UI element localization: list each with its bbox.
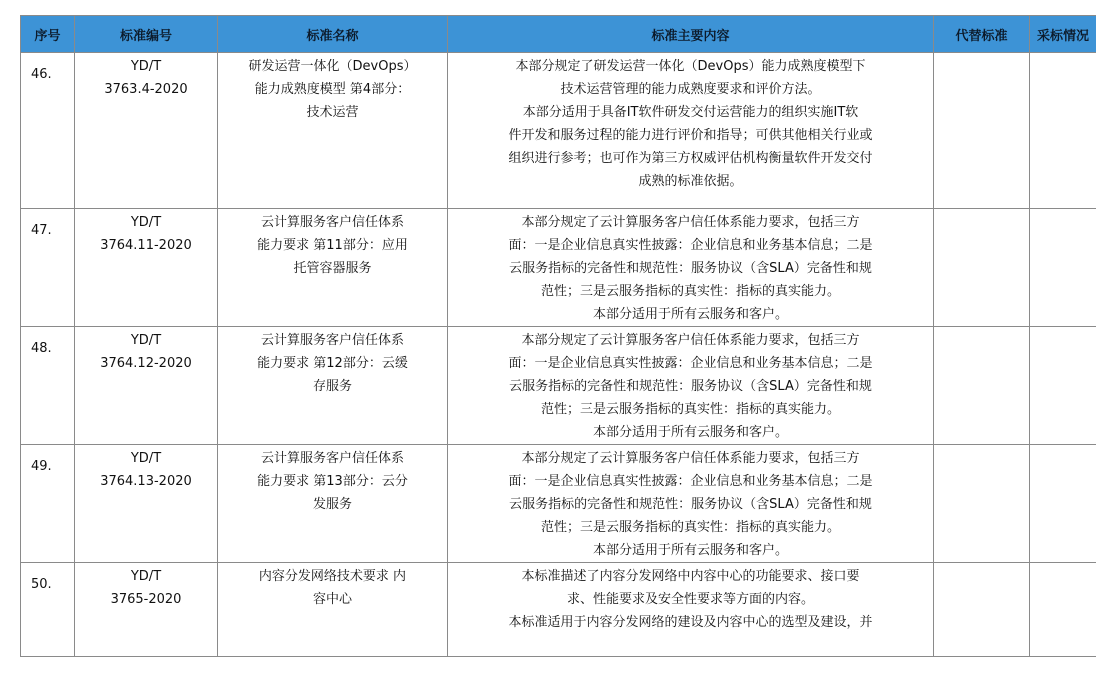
- row-standard-name: [218, 209, 448, 327]
- standard-name-line: 托管容器服务: [293, 261, 372, 276]
- row-main-content: [448, 53, 934, 209]
- content-line: 成熟的标准依据。: [638, 174, 743, 189]
- content-paragraph: [458, 329, 923, 421]
- content-paragraph: [458, 565, 923, 611]
- standards-sheet: [20, 15, 1096, 675]
- row-adoption-status: [1030, 53, 1097, 209]
- row-serial-number: 50.: [21, 563, 75, 657]
- row-standard-code: [75, 53, 218, 209]
- content-line: 本部分适用于具备IT软件研发交付运营能力的组织实施IT软: [522, 105, 859, 120]
- row-replaces-standard: [934, 53, 1030, 209]
- table-row: [21, 445, 1097, 563]
- content-paragraph: [458, 421, 923, 444]
- header-main-content: 标准主要内容: [448, 16, 934, 53]
- row-main-content: [448, 563, 934, 657]
- content-line: 云服务指标的完备性和规范性：服务协议（含SLA）完备性和规: [509, 497, 872, 512]
- standard-name-line: 能力要求 第13部分：云分: [257, 474, 408, 489]
- content-line: 本部分适用于所有云服务和客户。: [592, 425, 788, 440]
- row-replaces-standard: [934, 445, 1030, 563]
- standard-name-line: 云计算服务客户信任体系: [260, 333, 404, 348]
- table-header-row: [21, 16, 1097, 53]
- content-line: 面：一是企业信息真实性披露：企业信息和业务基本信息；二是: [508, 474, 873, 489]
- content-line: 本部分适用于所有云服务和客户。: [592, 543, 788, 558]
- row-serial-number: 47.: [21, 209, 75, 327]
- row-main-content: [448, 209, 934, 327]
- standard-name-line: 能力要求 第12部分：云缓: [257, 356, 408, 371]
- standard-name-line: 存服务: [312, 379, 352, 394]
- content-paragraph: [458, 55, 923, 101]
- standard-code-line: YD/T: [130, 59, 162, 74]
- table-row: [21, 563, 1097, 657]
- content-line: 云服务指标的完备性和规范性：服务协议（含SLA）完备性和规: [509, 261, 872, 276]
- standard-code-line: YD/T: [130, 451, 162, 466]
- table-body: [21, 53, 1097, 657]
- header-standard-name: 标准名称: [218, 16, 448, 53]
- content-line: 组织进行参考；也可作为第三方权威评估机构衡量软件开发交付: [508, 151, 873, 166]
- row-serial-number: 49.: [21, 445, 75, 563]
- header-serial-number: 序号: [21, 16, 75, 53]
- content-line: 本部分规定了云计算服务客户信任体系能力要求，包括三方: [521, 215, 860, 230]
- table-row: [21, 209, 1097, 327]
- content-line: 范性；三是云服务指标的真实性：指标的真实能力。: [540, 284, 840, 299]
- standard-code-line: 3764.11-2020: [100, 238, 192, 253]
- standard-code-line: 3764.12-2020: [100, 356, 192, 371]
- row-standard-name: [218, 563, 448, 657]
- row-standard-name: [218, 53, 448, 209]
- content-line: 面：一是企业信息真实性披露：企业信息和业务基本信息；二是: [508, 238, 873, 253]
- standard-name-line: 容中心: [312, 592, 352, 607]
- standard-name-line: 研发运营一体化（DevOps）: [248, 59, 417, 74]
- row-replaces-standard: [934, 209, 1030, 327]
- content-line: 本部分规定了云计算服务客户信任体系能力要求，包括三方: [521, 451, 860, 466]
- row-main-content: [448, 327, 934, 445]
- content-line: 本部分规定了研发运营一体化（DevOps）能力成熟度模型下: [515, 59, 866, 74]
- content-line: 本标准适用于内容分发网络的建设及内容中心的选型及建设，并: [508, 615, 873, 630]
- header-replaces-standard: 代替标准: [934, 16, 1030, 53]
- row-adoption-status: [1030, 563, 1097, 657]
- standard-code-line: YD/T: [130, 333, 162, 348]
- header-standard-code: 标准编号: [75, 16, 218, 53]
- row-standard-name: [218, 327, 448, 445]
- row-serial-number: 46.: [21, 53, 75, 209]
- content-line: 范性；三是云服务指标的真实性：指标的真实能力。: [540, 520, 840, 535]
- content-line: 面：一是企业信息真实性披露：企业信息和业务基本信息；二是: [508, 356, 873, 371]
- row-main-content: [448, 445, 934, 563]
- standard-name-line: 云计算服务客户信任体系: [260, 451, 404, 466]
- content-line: 件开发和服务过程的能力进行评价和指导；可供其他相关行业或: [508, 128, 873, 143]
- row-standard-code: [75, 563, 218, 657]
- content-paragraph: [458, 539, 923, 562]
- standard-code-line: YD/T: [130, 215, 162, 230]
- content-line: 技术运营管理的能力成熟度要求和评价方法。: [560, 82, 821, 97]
- content-line: 范性；三是云服务指标的真实性：指标的真实能力。: [540, 402, 840, 417]
- content-paragraph: [458, 101, 923, 193]
- content-paragraph: [458, 611, 923, 634]
- content-line: 云服务指标的完备性和规范性：服务协议（含SLA）完备性和规: [509, 379, 872, 394]
- standard-name-line: 能力要求 第11部分：应用: [257, 238, 408, 253]
- content-paragraph: [458, 447, 923, 539]
- row-serial-number: 48.: [21, 327, 75, 445]
- row-replaces-standard: [934, 327, 1030, 445]
- row-standard-code: [75, 209, 218, 327]
- standard-name-line: 技术运营: [306, 105, 359, 120]
- header-adoption-status: 采标情况: [1030, 16, 1097, 53]
- content-paragraph: [458, 303, 923, 326]
- content-paragraph: [458, 211, 923, 303]
- content-line: 本标准描述了内容分发网络中内容中心的功能要求、接口要: [521, 569, 860, 584]
- standards-table: [20, 15, 1096, 657]
- row-adoption-status: [1030, 209, 1097, 327]
- standard-name-line: 发服务: [312, 497, 352, 512]
- row-replaces-standard: [934, 563, 1030, 657]
- standard-code-line: 3764.13-2020: [100, 474, 192, 489]
- standard-name-line: 内容分发网络技术要求 内: [258, 569, 407, 584]
- row-standard-code: [75, 445, 218, 563]
- row-adoption-status: [1030, 327, 1097, 445]
- table-row: [21, 327, 1097, 445]
- row-standard-code: [75, 327, 218, 445]
- standard-name-line: 云计算服务客户信任体系: [260, 215, 404, 230]
- standard-code-line: 3765-2020: [110, 592, 182, 607]
- standard-code-line: 3763.4-2020: [104, 82, 188, 97]
- row-standard-name: [218, 445, 448, 563]
- standard-name-line: 能力成熟度模型 第4部分：: [254, 82, 411, 97]
- row-adoption-status: [1030, 445, 1097, 563]
- table-row: [21, 53, 1097, 209]
- content-line: 本部分规定了云计算服务客户信任体系能力要求，包括三方: [521, 333, 860, 348]
- content-line: 求、性能要求及安全性要求等方面的内容。: [566, 592, 814, 607]
- content-line: 本部分适用于所有云服务和客户。: [592, 307, 788, 322]
- standard-code-line: YD/T: [130, 569, 162, 584]
